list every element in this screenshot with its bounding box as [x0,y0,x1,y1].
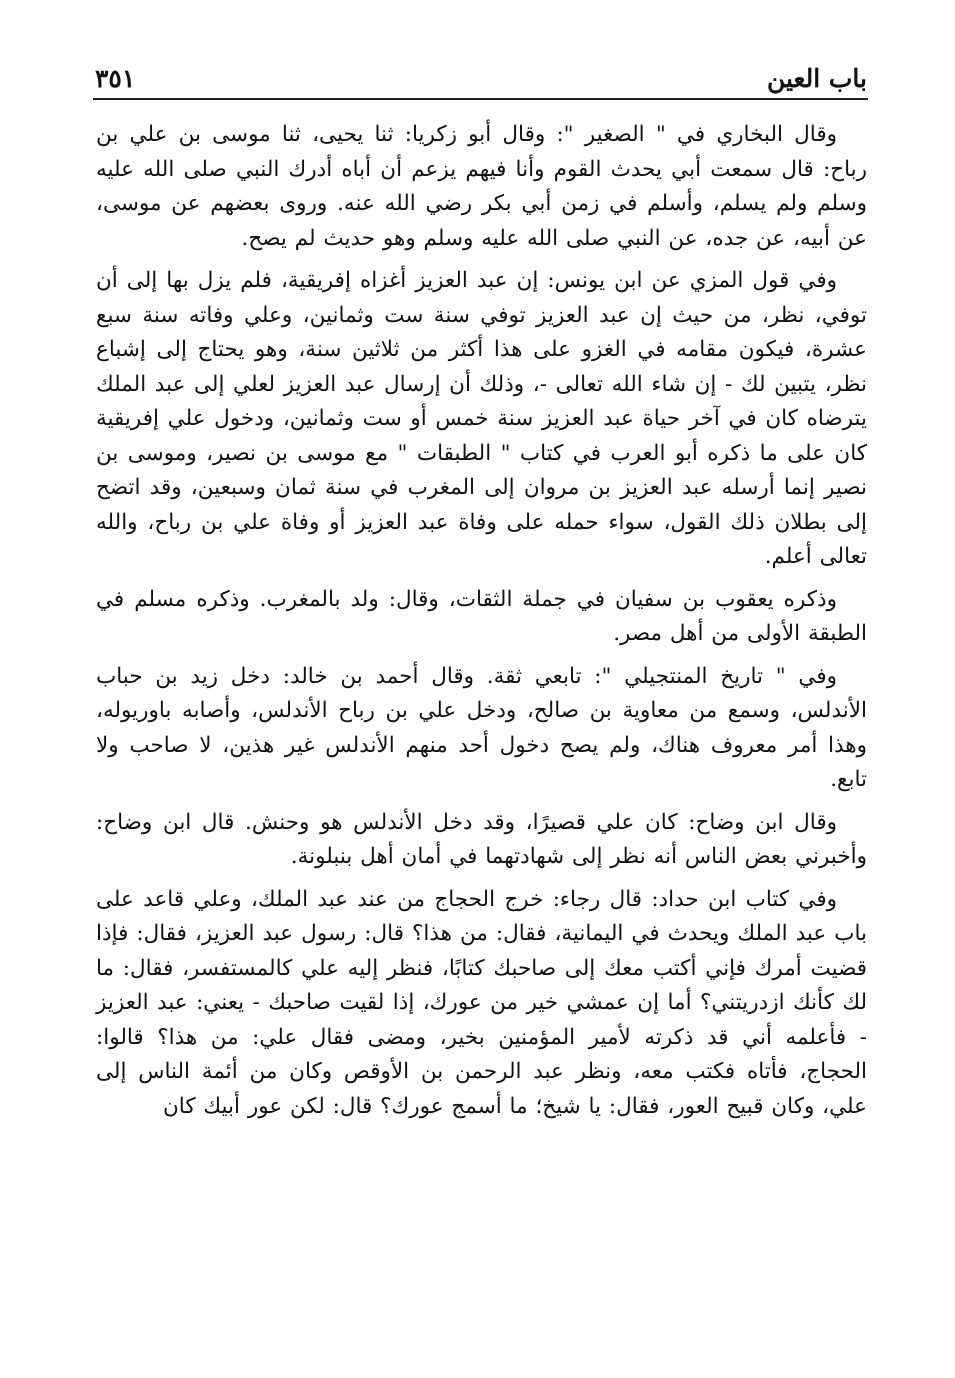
paragraph: وفي " تاريخ المنتجيلي ": تابعي ثقة. وقال أحمد بن خالد: دخل زيد بن حباب الأندلس، وسمع من معاوية بن صالح، ودخل علي بن رباح الأندلس، وأصابه باوريوله، وهذا أمر معروف هناك، ولم يصح دخول أحد منهم الأندلس غير هذين، لا صاحب ولا تابع. [96,663,867,792]
page-body [96,118,867,1132]
page-header [95,58,867,94]
header-divider [93,98,868,100]
chapter-title: باب العين [766,64,867,93]
paragraph: وذكره يعقوب بن سفيان في جملة الثقات، وقال: ولد بالمغرب. وذكره مسلم في الطبقة الأولى من أهل مصر. [96,586,867,646]
paragraph: وقال البخاري في " الصغير ": وقال أبو زكريا: ثنا يحيى، ثنا موسى بن علي بن رباح: قال سمعت أبي يحدث القوم وأنا فيهم يزعم أن أباه أدرك النبي صلى الله عليه وسلم ولم يسلم، وأسلم في زمن أبي بكر رضي الله عنه. وروى بعضهم عن موسى، عن أبيه، عن جده، عن النبي صلى الله عليه وسلم وهو حديث لم يصح. [96,122,867,251]
page-number: ٣٥١ [95,64,136,93]
paragraph: وفي قول المزي عن ابن يونس: إن عبد العزيز أغزاه إفريقية، فلم يزل بها إلى أن توفي، نظر، من حيث إن عبد العزيز توفي سنة ست وثمانين، وعلي وفاته سنة سبع عشرة، فيكون مقامه في الغزو على هذا أكثر من ثلاثين سنة، وهو يحتاج إلى إشباع نظر، يتبين لك - إن شاء الله تعالى -، وذلك أن إرسال عبد العزيز لعلي إلى عبد الملك يترضاه كان في آخر حياة عبد العزيز سنة خمس أو ست وثمانين، ودخول علي إفريقية كان على ما ذكره أبو العرب في كتاب " الطبقات " مع موسى بن نصير، وموسى بن نصير إنما أرسله عبد العزيز بن مروان إلى المغرب في سنة ثمان وسبعين، وقد اتضح إلى بطلان ذلك القول، سواء حمله على وفاة عبد العزيز أو وفاة علي بن رباح، والله تعالى أعلم. [96,268,867,569]
paragraph: وفي كتاب ابن حداد: قال رجاء: خرج الحجاج من عند عبد الملك، وعلي قاعد على باب عبد الملك ويحدث في اليمانية، فقال: من هذا؟ قال: رسول عبد العزيز، فقال: فإذا قضيت أمرك فإني أكتب معك إلى صاحبك كتابًا، فنظر إليه علي كالمستفسر، فقال: ما لك كأنك ازدريتني؟ أما إن عمشي خير من عورك، إذا لقيت صاحبك - يعني: عبد العزيز - فأعلمه أني قد ذكرته لأمير المؤمنين بخير، ومضى فقال علي: من هذا؟ قالوا: الحجاج، فأتاه فكتب معه، ونظر عبد الرحمن بن الأوقص وكان من أئمة الناس إلى علي، وكان قبيح العور، فقال: يا شيخ؛ ما أسمج عورك؟ قال: لكن عور أبيك كان [96,886,867,1119]
paragraph: وقال ابن وضاح: كان علي قصيرًا، وقد دخل الأندلس هو وحنش. قال ابن وضاح: وأخبرني بعض الناس أنه نظر إلى شهادتهما في أمان أهل بنبلونة. [96,809,867,869]
